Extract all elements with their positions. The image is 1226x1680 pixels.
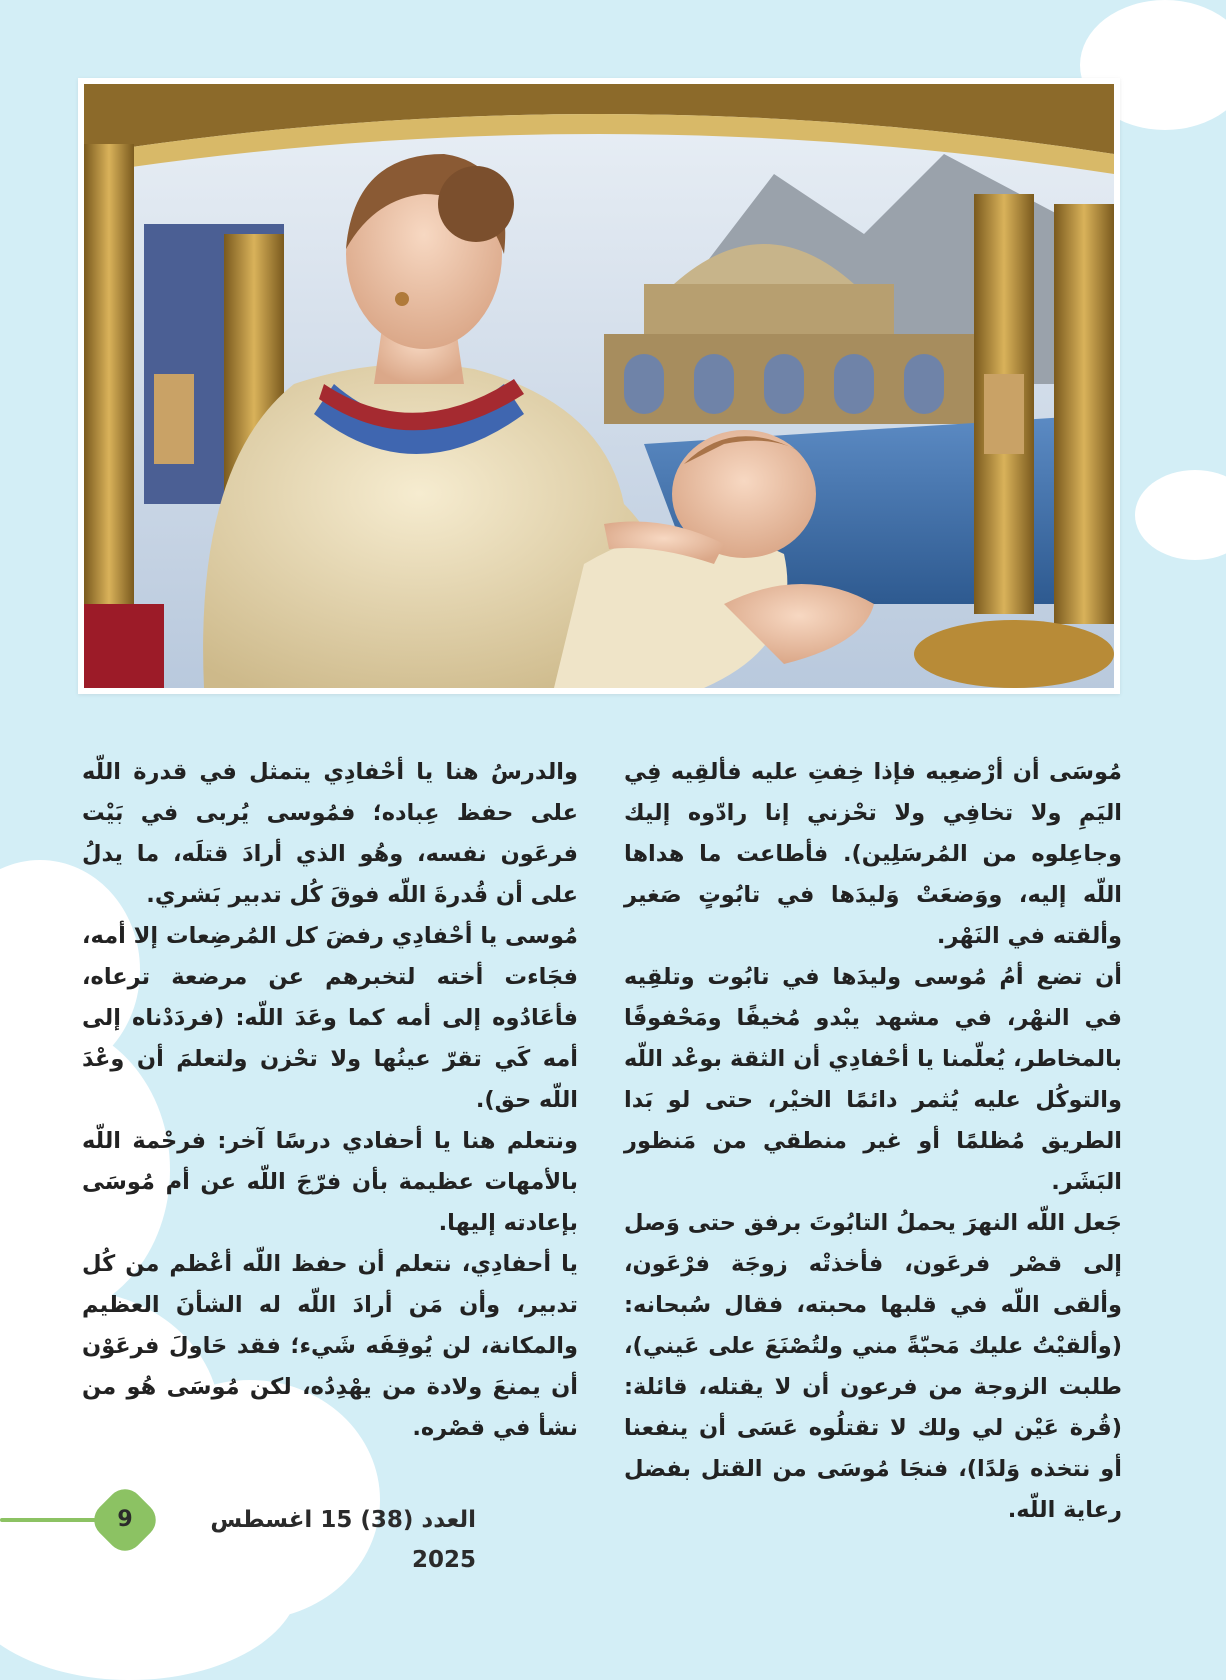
- paragraph: جَعل اللّه النهرَ يحملُ التابُوتَ برفق حتى وَصل إلى قصْر فرعَون، فأخذتْه زوجَة فرْعَون، وألقى اللّه في قلبها محبته، فقال سُبحانه: (وألقيْتُ عليك مَحبّةً مني ولتُصْنَعَ على عَيني)، طلبت الزوجة من فرعون أن لا يقتله، قائلة: (قُرة عَيْن لي ولك لا تقتلُوه عَسَى أن ينفعنا أو نتخذه وَلدًا)، فنجَا مُوسَى من القتل بفضل رعاية اللّه.: [624, 1210, 1122, 1523]
- mother-infant-illustration: [84, 84, 1114, 688]
- illustration-frame: [78, 78, 1120, 694]
- paragraph: والدرسُ هنا يا أحْفادِي يتمثل في قدرة اللّه على حفظ عِباده؛ فمُوسى يُربى في بَيْت فرعَون نفسه، وهُو الذي أرادَ قتلَه، ما يدلُ على أن قُدرةَ اللّه فوقَ كُل تدبير بَشري.: [82, 759, 578, 908]
- footer-accent-line: [0, 1518, 102, 1522]
- article-column-left: [82, 752, 578, 1449]
- background-cloud: [1135, 470, 1226, 560]
- issue-label: العدد (38) 15 اغسطس 2025: [210, 1507, 476, 1573]
- paragraph: أن تضع أمُ مُوسى وليدَها في تابُوت وتلقِيه في النهْر، في مشهد يبْدو مُخيفًا ومَحْفوفًا بالمخاطر، يُعلّمنا يا أحْفادِي أن الثقة بوعْد اللّه والتوكُل عليه يُثمر دائمًا الخيْر، حتى لو بَدا الطريق مُظلمًا أو غير منطقي من مَنظور البَشَر.: [624, 964, 1122, 1195]
- paragraph: مُوسى يا أحْفادِي رفضَ كل المُرضِعات إلا أمه، فجَاءت أخته لتخبرهم عن مرضعة ترعاه، فأعَادُوه إلى أمه كما وعَدَ اللّه: (فردَدْناه إلى أمه كَي تقرّ عينُها ولا تحْزن ولتعلمَ أن وعْدَ اللّه حق).: [82, 923, 578, 1113]
- paragraph: ونتعلم هنا يا أحفادي درسًا آخر: فرحْمة اللّه بالأمهات عظيمة بأن فرّجَ اللّه عن أم مُوسَى بإعادته إليها.: [82, 1128, 578, 1236]
- paragraph: مُوسَى أن أرْضعِيه فإذا خِفتِ عليه فألقِيه فِي اليَمِ ولا تخافِي ولا تحْزني إنا رادّوه إليك وجاعِلوه من المُرسَلِين). فأطاعت ما هداها اللّه إليه، ووَضعَتْ وَليدَها في تابُوتٍ صَغير وألقته في النَهْر.: [624, 759, 1122, 949]
- paragraph: يا أحفادِي، نتعلم أن حفظ اللّه أعْظم من كُل تدبير، وأن مَن أرادَ اللّه له الشأنَ العظيم والمكانة، لن يُوقِفَه شَيء؛ فقد حَاولَ فرعَوْن أن يمنعَ ولادة من يهْدِدُه، لكن مُوسَى هُو من نشأ في قصْره.: [82, 1251, 578, 1441]
- article-column-right: [624, 752, 1122, 1531]
- page-number: 9: [117, 1507, 133, 1532]
